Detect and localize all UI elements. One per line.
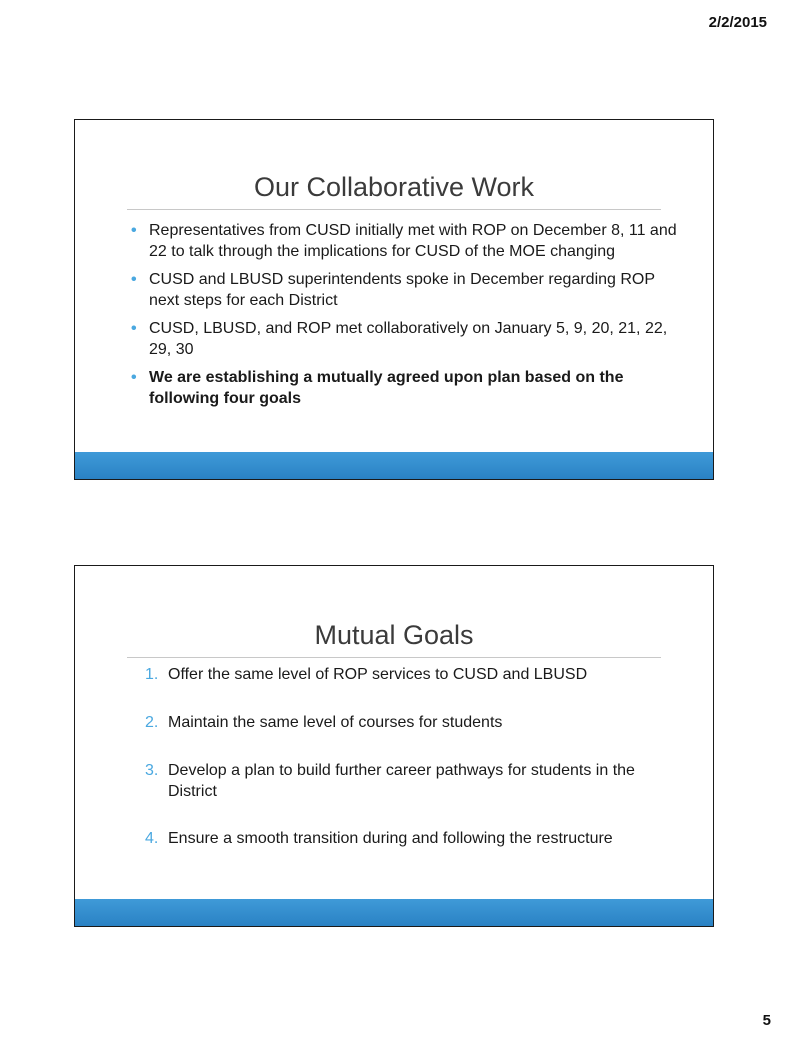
bullet-text: CUSD, LBUSD, and ROP met collaboratively on January 5, 9, 20, 21, 22, 29, 30 xyxy=(149,320,668,358)
bullet-marker-icon: • xyxy=(131,271,137,288)
slide-our-collaborative-work xyxy=(74,119,714,480)
goal-number: 4. xyxy=(145,830,159,847)
bullet-marker-icon: • xyxy=(131,222,137,239)
slide-title: Our Collaborative Work xyxy=(253,172,535,202)
page-date: 2/2/2015 xyxy=(708,14,767,31)
slide-title: Mutual Goals xyxy=(314,620,474,650)
goal-list xyxy=(145,664,685,849)
bullet-list xyxy=(129,220,689,416)
page-number: 5 xyxy=(762,1012,771,1029)
bullet-item xyxy=(129,220,689,262)
goal-number: 2. xyxy=(145,714,159,731)
bullet-item xyxy=(129,318,689,360)
bullet-item xyxy=(129,367,689,409)
title-divider xyxy=(127,657,661,658)
bullet-text: We are establishing a mutually agreed upon plan based on the following four goals xyxy=(149,369,624,407)
goal-item xyxy=(145,828,685,849)
bullet-text: Representatives from CUSD initially met with ROP on December 8, 11 and 22 to talk through the implications for CUSD of the MOE changing xyxy=(149,222,677,260)
bullet-marker-icon: • xyxy=(131,369,137,386)
bullet-item xyxy=(129,269,689,311)
bullet-marker-icon: • xyxy=(131,320,137,337)
slide-footer-bar xyxy=(75,452,713,479)
goal-number: 3. xyxy=(145,762,159,779)
slide-mutual-goals xyxy=(74,565,714,927)
goal-number: 1. xyxy=(145,666,159,683)
goal-item xyxy=(145,664,685,685)
slide-footer-bar xyxy=(75,899,713,926)
goal-item xyxy=(145,760,685,802)
goal-text: Develop a plan to build further career pathways for students in the District xyxy=(168,762,635,800)
goal-item xyxy=(145,712,685,733)
goal-text: Ensure a smooth transition during and following the restructure xyxy=(168,830,613,847)
title-divider xyxy=(127,209,661,210)
goal-text: Offer the same level of ROP services to CUSD and LBUSD xyxy=(168,666,588,683)
bullet-text: CUSD and LBUSD superintendents spoke in December regarding ROP next steps for each District xyxy=(149,271,655,309)
goal-text: Maintain the same level of courses for students xyxy=(168,714,503,731)
